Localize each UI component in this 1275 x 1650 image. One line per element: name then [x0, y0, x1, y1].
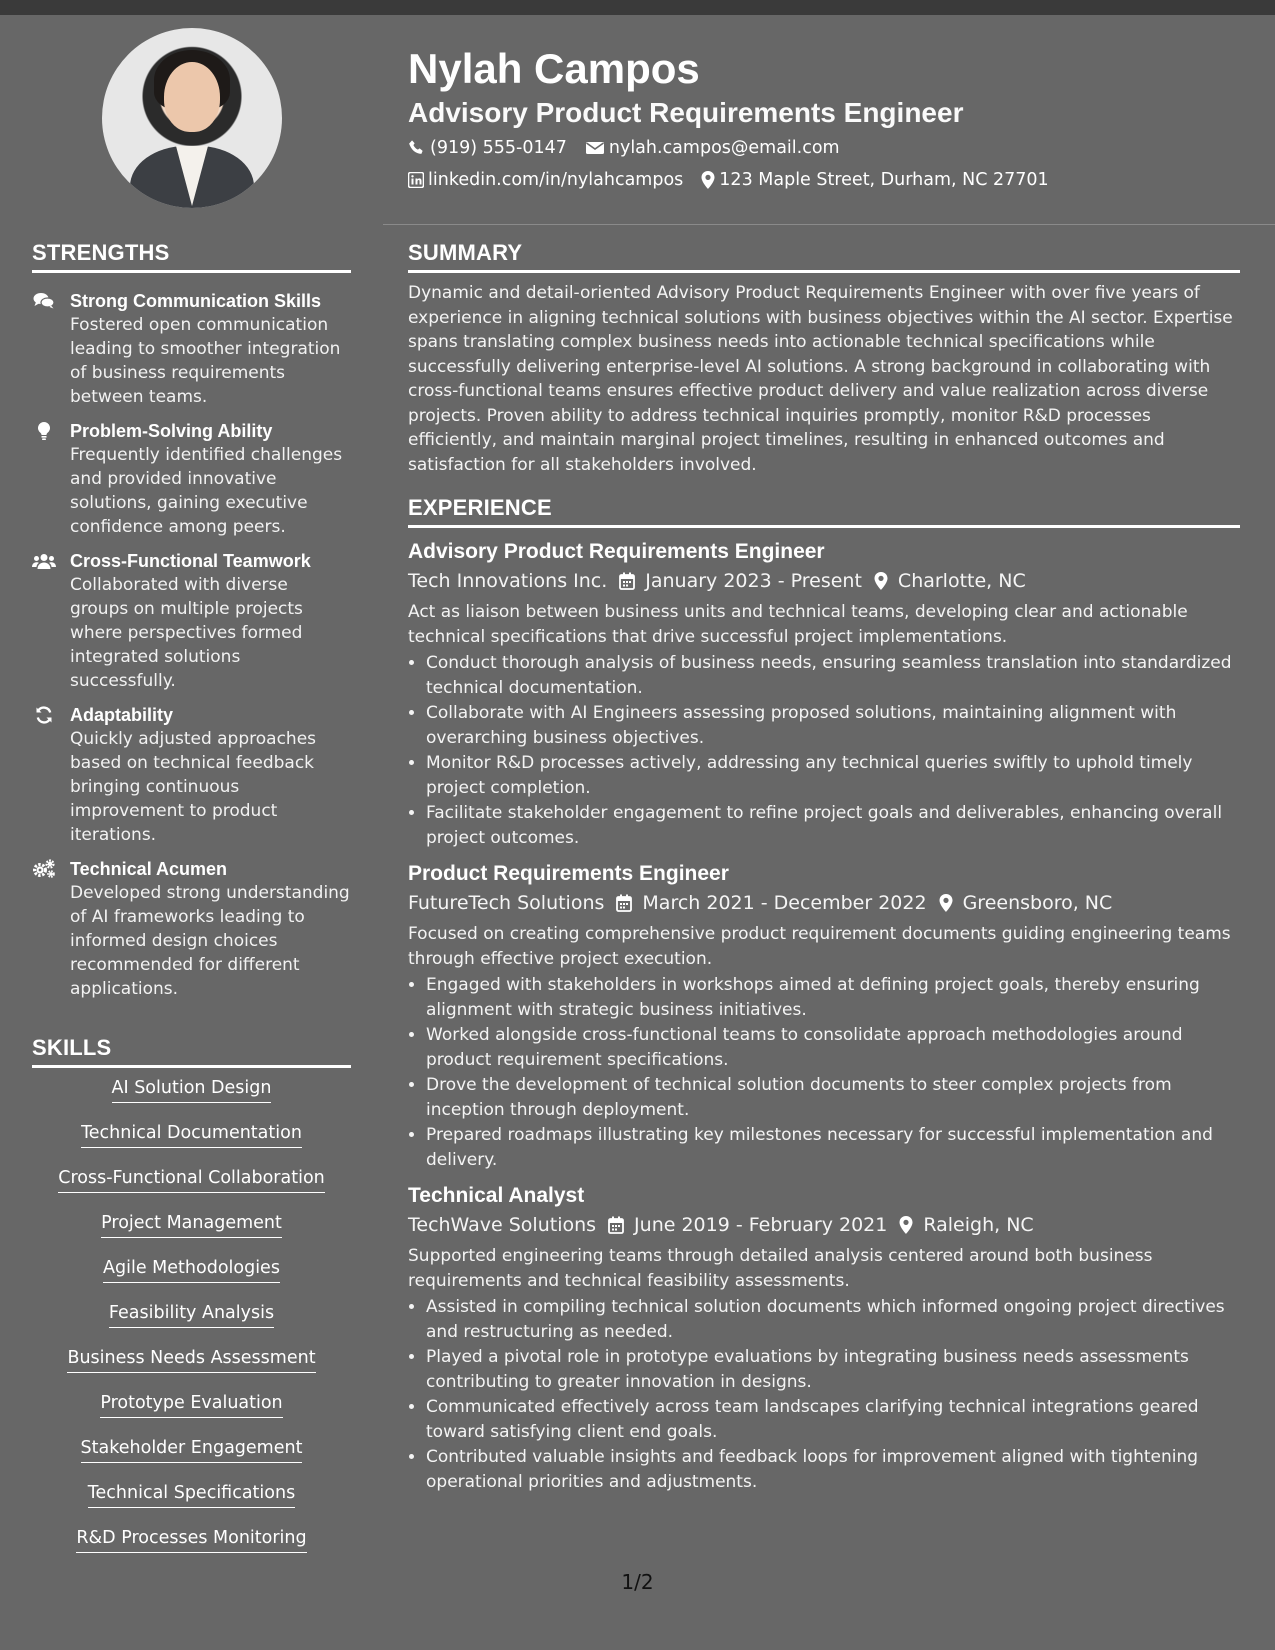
phone-item — [408, 132, 567, 164]
skill-item: Technical Documentation — [81, 1121, 302, 1148]
job-dates: January 2023 - Present — [645, 570, 862, 592]
strength-name: Adaptability — [70, 705, 174, 725]
job-company: TechWave Solutions — [408, 1214, 597, 1236]
job-title: Technical Analyst — [408, 1184, 585, 1207]
job-title: Product Requirements Engineer — [408, 862, 729, 885]
calendar-icon — [616, 894, 632, 912]
experience-title: EXPERIENCE — [408, 495, 1240, 528]
job-dates: June 2019 - February 2021 — [634, 1214, 888, 1236]
strength-desc: Collaborated with diverse groups on multiple projects where perspectives formed integrated solutions successfully. — [70, 575, 303, 691]
skill-item: Technical Specifications — [88, 1481, 295, 1508]
candidate-role: Advisory Product Requirements Engineer — [408, 97, 964, 128]
strengths-title: STRENGTHS — [32, 240, 351, 273]
job-meta — [408, 888, 1240, 918]
strength-name: Problem-Solving Ability — [70, 421, 273, 441]
strength-desc: Frequently identified challenges and provided innovative solutions, gaining executive confidence among peers. — [70, 445, 343, 537]
strength-name: Strong Communication Skills — [70, 291, 322, 311]
header-divider — [383, 224, 1275, 225]
job-entry — [408, 860, 1240, 1172]
job-title: Advisory Product Requirements Engineer — [408, 540, 825, 563]
address-text: 123 Maple Street, Durham, NC 27701 — [719, 170, 1049, 190]
job-bullet: • Conduct thorough analysis of business needs, ensuring seamless translation into standardized technical documentation. — [426, 651, 1240, 700]
skills-title: SKILLS — [32, 1035, 351, 1068]
map-marker-icon — [899, 1216, 913, 1234]
job-entry — [408, 538, 1240, 850]
strengths-section — [32, 240, 351, 1001]
comments-icon — [32, 291, 56, 311]
skill-item: Feasibility Analysis — [109, 1301, 274, 1328]
job-entry — [408, 1182, 1240, 1494]
strength-name: Technical Acumen — [70, 859, 228, 879]
strength-desc: Developed strong understanding of AI frameworks leading to informed design choices recommended for different applications. — [70, 883, 350, 999]
avatar-face — [164, 62, 220, 132]
gears-icon — [32, 859, 56, 879]
job-bullet: • Played a pivotal role in prototype evaluations by integrating business needs assessments contributing to greater innovation in designs. — [426, 1345, 1240, 1394]
skill-item: Agile Methodologies — [103, 1256, 280, 1283]
job-description: Supported engineering teams through detailed analysis centered around both business requirements and technical feasibility assessments. — [408, 1246, 1153, 1291]
job-bullet: • Facilitate stakeholder engagement to refine project goals and deliverables, enhancing overall project outcomes. — [426, 801, 1240, 850]
job-bullet: • Engaged with stakeholders in workshops aimed at defining project goals, thereby ensuring alignment with strategic business initiatives. — [426, 973, 1240, 1022]
lightbulb-icon — [32, 421, 56, 441]
summary-title: SUMMARY — [408, 240, 1240, 273]
strength-desc: Fostered open communication leading to smoother integration of business requirements between teams. — [70, 315, 341, 407]
strength-item — [32, 419, 351, 539]
users-icon — [32, 551, 56, 571]
sync-icon — [32, 705, 56, 725]
job-bullets — [408, 651, 1240, 850]
calendar-icon — [619, 572, 635, 590]
skills-list — [32, 1076, 351, 1571]
skill-item: Cross-Functional Collaboration — [58, 1166, 325, 1193]
avatar — [102, 28, 282, 208]
strength-item — [32, 289, 351, 409]
contact-row-2 — [408, 164, 1248, 196]
skill-item: AI Solution Design — [112, 1076, 272, 1103]
candidate-name: Nylah Campos — [408, 45, 700, 92]
experience-section — [408, 495, 1240, 1495]
skill-item: Stakeholder Engagement — [81, 1436, 303, 1463]
map-marker-icon — [939, 894, 953, 912]
job-bullets — [408, 973, 1240, 1172]
skills-section — [32, 1035, 351, 1571]
strength-item — [32, 549, 351, 693]
top-bar — [0, 0, 1275, 15]
envelope-icon — [585, 140, 605, 156]
job-bullet: • Assisted in compiling technical solution documents which informed ongoing project directives and restructuring as needed. — [426, 1295, 1240, 1344]
address-item — [701, 164, 1048, 196]
phone-icon — [408, 139, 426, 157]
job-bullet: • Collaborate with AI Engineers assessing proposed solutions, maintaining alignment with overarching business objectives. — [426, 701, 1240, 750]
linkedin-text[interactable]: linkedin.com/in/nylahcampos — [428, 170, 684, 190]
map-marker-icon — [874, 572, 888, 590]
job-meta — [408, 1210, 1240, 1240]
strength-item — [32, 857, 351, 1001]
contact-row-1 — [408, 132, 1248, 164]
strength-name: Cross-Functional Teamwork — [70, 551, 311, 571]
summary-text: Dynamic and detail-oriented Advisory Product Requirements Engineer with over five years of experience in aligning technical solutions with business objectives within the AI sector. Expertise spans translating complex business needs into actionable technical specifications while successfully delivering enterprise-level AI solutions. A strong background in collaborating with cross-functional teams ensures effective product delivery and value realization across diverse projects. Proven ability to address technical inquiries promptly, monitor R&D processes efficiently, and maintain marginal project timelines, resulting in enhanced outcomes and satisfaction for all stakeholders involved. — [408, 283, 1233, 475]
job-company: FutureTech Solutions — [408, 892, 605, 914]
strength-item — [32, 703, 351, 847]
job-location: Raleigh, NC — [923, 1214, 1034, 1236]
job-description: Focused on creating comprehensive product requirement documents guiding engineering teams through effective project execution. — [408, 924, 1231, 969]
map-marker-icon — [701, 171, 715, 189]
job-location: Charlotte, NC — [897, 570, 1026, 592]
job-bullet: • Monitor R&D processes actively, addressing any technical queries swiftly to uphold timely project completion. — [426, 751, 1240, 800]
linkedin-item[interactable] — [408, 164, 683, 196]
skill-item: Project Management — [101, 1211, 282, 1238]
skill-item: Prototype Evaluation — [100, 1391, 282, 1418]
job-bullet: • Contributed valuable insights and feedback loops for improvement aligned with tightening operational priorities and adjustments. — [426, 1445, 1240, 1494]
job-company: Tech Innovations Inc. — [408, 570, 608, 592]
job-bullet: • Prepared roadmaps illustrating key milestones necessary for successful implementation and delivery. — [426, 1123, 1240, 1172]
job-meta — [408, 566, 1240, 596]
strength-desc: Quickly adjusted approaches based on technical feedback bringing continuous improvement to product iterations. — [70, 729, 317, 845]
job-bullets — [408, 1295, 1240, 1494]
job-dates: March 2021 - December 2022 — [642, 892, 927, 914]
job-bullet: • Communicated effectively across team landscapes clarifying technical integrations geared toward satisfying client end goals. — [426, 1395, 1240, 1444]
skill-item: Business Needs Assessment — [67, 1346, 315, 1373]
summary-section — [408, 240, 1240, 477]
email-text[interactable]: nylah.campos@email.com — [608, 138, 840, 158]
email-item[interactable] — [585, 132, 840, 164]
job-bullet: • Worked alongside cross-functional teams to consolidate approach methodologies around product requirement specifications. — [426, 1023, 1240, 1072]
resume-header — [408, 42, 1248, 196]
job-bullet: • Drove the development of technical solution documents to steer complex projects from inception through deployment. — [426, 1073, 1240, 1122]
job-description: Act as liaison between business units and technical teams, developing clear and actionable technical specifications that drive successful project implementations. — [408, 602, 1188, 647]
phone-text: (919) 555-0147 — [430, 138, 567, 158]
page-number: 1/2 — [621, 1570, 654, 1594]
calendar-icon — [608, 1216, 624, 1234]
skill-item: R&D Processes Monitoring — [76, 1526, 306, 1553]
linkedin-icon — [408, 172, 424, 188]
job-location: Greensboro, NC — [962, 892, 1113, 914]
